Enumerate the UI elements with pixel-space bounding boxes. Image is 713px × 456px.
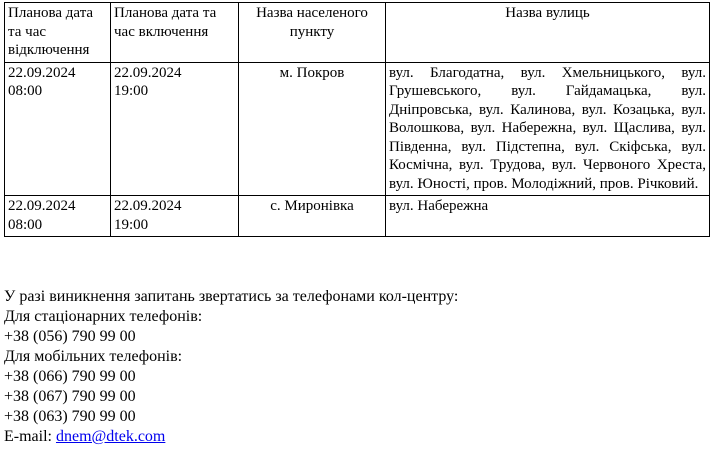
on-time: 19:00 (114, 216, 149, 233)
off-date: 22.09.2024 (8, 198, 76, 214)
outage-schedule-table (4, 2, 710, 237)
landline-label: Для стаціонарних телефонів: (4, 308, 203, 325)
settlement-cell: м. Покров (239, 62, 386, 196)
landline-phone: +38 (056) 790 99 00 (4, 328, 136, 345)
email-label: E-mail: (4, 428, 56, 445)
on-date: 22.09.2024 (114, 198, 182, 214)
mobile-phone: +38 (067) 790 99 00 (4, 388, 136, 405)
off-date: 22.09.2024 (8, 64, 76, 81)
mobile-label: Для мобільних телефонів: (4, 348, 183, 365)
off-datetime-cell (5, 196, 111, 237)
off-time: 08:00 (8, 83, 43, 99)
header-on-datetime: Планова дата та час включення (111, 3, 239, 63)
settlement-cell: с. Миронівка (239, 196, 386, 237)
streets-cell: вул. Благодатна, вул. Хмельницького, вул. Грушевського, вул. Гайдамацька, вул. Дніпровська, вул. Калинова, вул. Козацька, вул. Волошкова, вул. Набережна, вул. Щаслива, вул. Південна, вул. Підстепна, вул. Скіфська, вул. Космічна, вул. Трудова, вул. Червоного Хреста, вул. Юності, пров. Молодіжний, пров. Річковий. (386, 62, 710, 196)
on-datetime-cell (111, 196, 239, 237)
contact-info (4, 287, 458, 447)
header-streets: Назва вулиць (386, 3, 710, 63)
on-datetime-cell (111, 62, 239, 196)
header-settlement: Назва населеного пункту (239, 3, 386, 63)
email-line (4, 427, 458, 447)
header-off-datetime: Планова дата та час відключення (5, 3, 111, 63)
email-link[interactable]: dnem@dtek.com (55, 428, 166, 445)
mobile-phone: +38 (066) 790 99 00 (4, 368, 136, 385)
mobile-phone: +38 (063) 790 99 00 (4, 408, 136, 425)
off-datetime-cell (5, 62, 111, 196)
table-row (5, 196, 710, 237)
on-time: 19:00 (114, 83, 149, 99)
table-row (5, 62, 710, 196)
streets-cell: вул. Набережна (386, 196, 710, 237)
table-header-row (5, 3, 710, 63)
off-time: 08:00 (8, 216, 43, 233)
on-date: 22.09.2024 (114, 64, 182, 81)
contact-intro: У разі виникнення запитань звертатись за телефонами кол-центру: (4, 288, 459, 305)
